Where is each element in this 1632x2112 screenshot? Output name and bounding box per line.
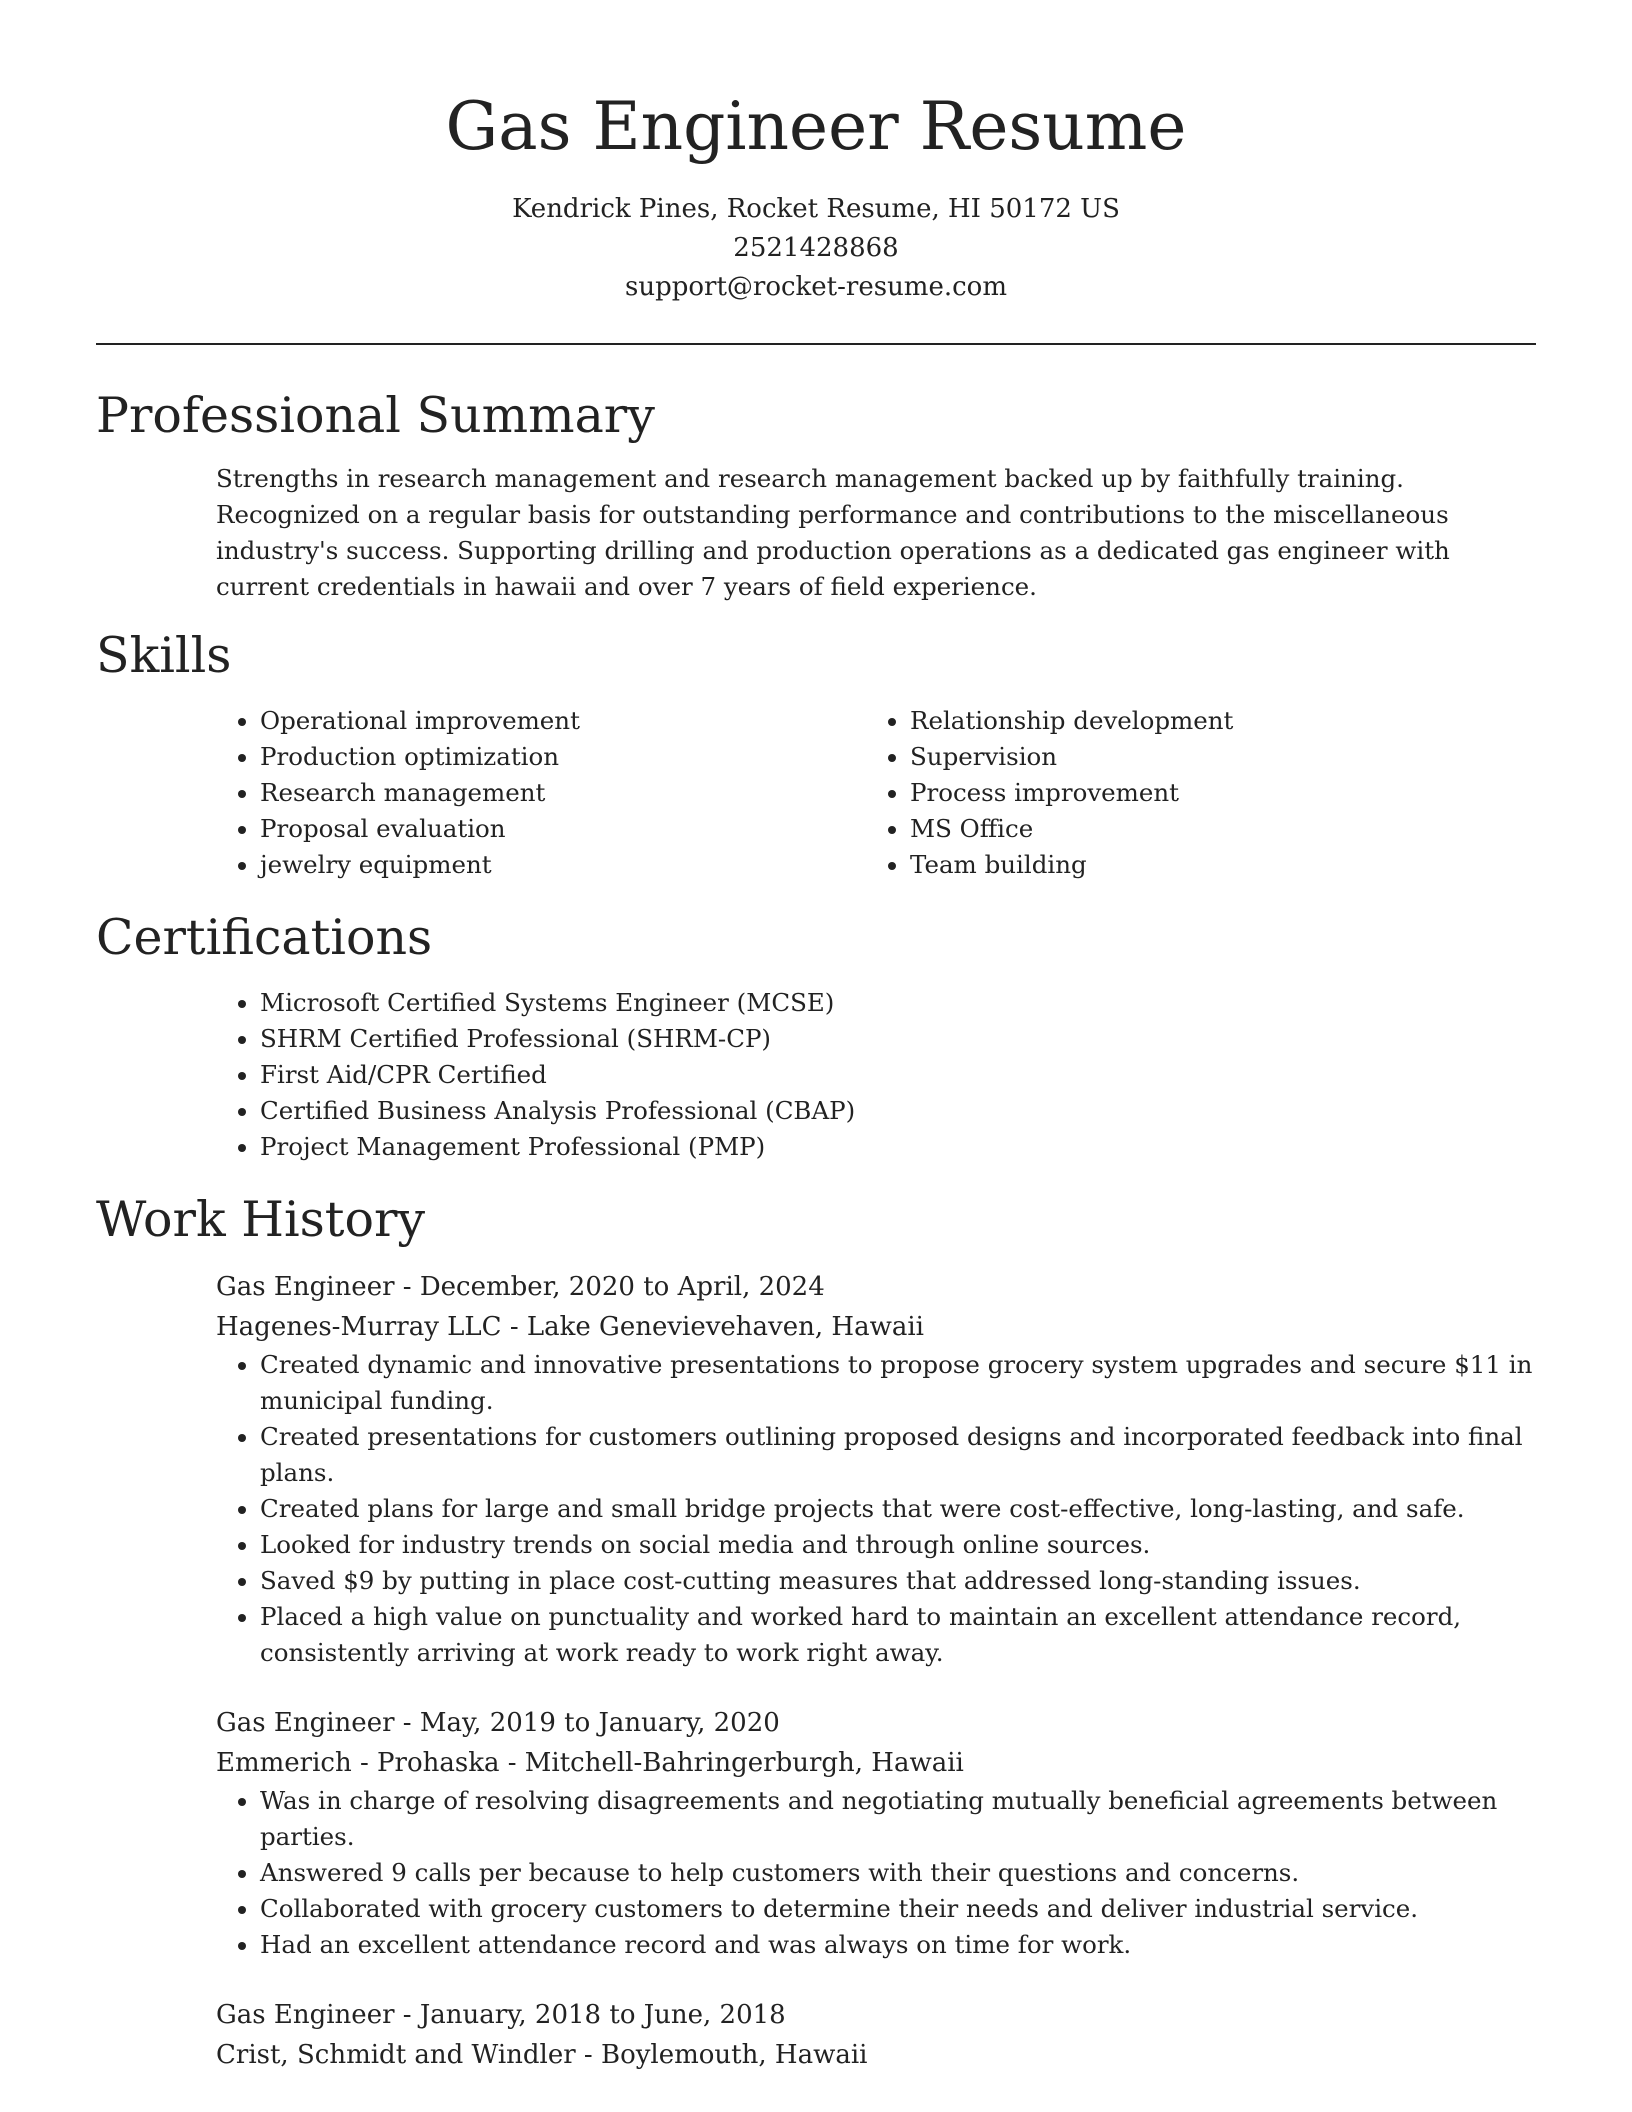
job-company-line: Crist, Schmidt and Windler - Boylemouth, Hawaii xyxy=(216,2040,868,2070)
list-item: • MS Office xyxy=(910,811,1516,847)
summary-heading: Professional Summary xyxy=(96,387,655,444)
list-item: • Was in charge of resolving disagreements and negotiating mutually beneficial agreements between parties. xyxy=(260,1783,1536,1855)
certifications-section xyxy=(96,905,1536,1165)
resume-header xyxy=(0,0,1632,307)
job-entry xyxy=(216,1267,1536,1671)
list-item: • Created presentations for customers outlining proposed designs and incorporated feedback into final plans. xyxy=(260,1419,1536,1491)
certifications-heading: Certifications xyxy=(96,909,433,966)
list-item: • Created dynamic and innovative presentations to propose grocery system upgrades and secure $11 in municipal funding. xyxy=(260,1347,1536,1419)
job-entry xyxy=(216,1995,1536,2075)
list-item: • Answered 9 calls per because to help customers with their questions and concerns. xyxy=(260,1855,1536,1891)
summary-section xyxy=(96,383,1536,605)
contact-address: Kendrick Pines, Rocket Resume, HI 50172 US xyxy=(512,194,1120,224)
skills-list-left xyxy=(216,703,866,883)
list-item: • Microsoft Certified Systems Engineer (MCSE) xyxy=(260,985,1536,1021)
list-item: • Looked for industry trends on social media and through online sources. xyxy=(260,1527,1536,1563)
contact-phone: 2521428868 xyxy=(733,233,899,263)
list-item: • Operational improvement xyxy=(260,703,866,739)
skills-list-right xyxy=(866,703,1516,883)
list-item: • jewelry equipment xyxy=(260,847,866,883)
job-list xyxy=(96,1267,1536,2075)
list-item: • Production optimization xyxy=(260,739,866,775)
job-header xyxy=(216,1267,1536,1347)
document-title: Gas Engineer Resume xyxy=(445,88,1187,165)
list-item: • Certified Business Analysis Professional (CBAP) xyxy=(260,1093,1536,1129)
list-item: • Collaborated with grocery customers to determine their needs and deliver industrial service. xyxy=(260,1891,1536,1927)
list-item: • Proposal evaluation xyxy=(260,811,866,847)
job-header xyxy=(216,1995,1536,2075)
skills-heading: Skills xyxy=(96,627,232,684)
list-item: • Relationship development xyxy=(910,703,1516,739)
list-item: • Placed a high value on punctuality and worked hard to maintain an excellent attendance record, consistently arriving at work ready to work right away. xyxy=(260,1599,1536,1671)
list-item: • Saved $9 by putting in place cost-cutting measures that addressed long-standing issues. xyxy=(260,1563,1536,1599)
certifications-list xyxy=(216,985,1536,1165)
list-item: • Project Management Professional (PMP) xyxy=(260,1129,1536,1165)
job-duties-list xyxy=(216,1347,1536,1671)
job-entry xyxy=(216,1703,1536,1963)
skills-section xyxy=(96,623,1536,883)
summary-text: Strengths in research management and research management backed up by faithfully training. Recognized on a regular basis for outstanding performance and contributions to the miscellaneous industry's success. Supporting drilling and production operations as a dedicated gas engineer with current credentials in hawaii and over 7 years of field experience. xyxy=(216,464,1450,601)
work-history-section xyxy=(96,1187,1536,2075)
list-item: • SHRM Certified Professional (SHRM-CP) xyxy=(260,1021,1536,1057)
job-company-line: Hagenes-Murray LLC - Lake Genevievehaven, Hawaii xyxy=(216,1312,924,1342)
list-item: • Research management xyxy=(260,775,866,811)
job-duties-list xyxy=(216,1783,1536,1963)
skills-column-left xyxy=(216,703,866,883)
job-company-line: Emmerich - Prohaska - Mitchell-Bahringerburgh, Hawaii xyxy=(216,1748,964,1778)
job-title-line: Gas Engineer - May, 2019 to January, 2020 xyxy=(216,1708,780,1738)
list-item: • Team building xyxy=(910,847,1516,883)
skills-grid xyxy=(216,703,1536,883)
list-item: • First Aid/CPR Certified xyxy=(260,1057,1536,1093)
job-title-line: Gas Engineer - January, 2018 to June, 2018 xyxy=(216,2000,786,2030)
list-item: • Had an excellent attendance record and was always on time for work. xyxy=(260,1927,1536,1963)
work-history-heading: Work History xyxy=(96,1191,426,1248)
header-divider xyxy=(96,343,1536,345)
contact-block xyxy=(0,190,1632,307)
contact-email: support@rocket-resume.com xyxy=(624,272,1007,302)
list-item: • Created plans for large and small bridge projects that were cost-effective, long-lasting, and safe. xyxy=(260,1491,1536,1527)
list-item: • Supervision xyxy=(910,739,1516,775)
job-title-line: Gas Engineer - December, 2020 to April, 2024 xyxy=(216,1272,825,1302)
job-header xyxy=(216,1703,1536,1783)
skills-column-right xyxy=(866,703,1516,883)
list-item: • Process improvement xyxy=(910,775,1516,811)
